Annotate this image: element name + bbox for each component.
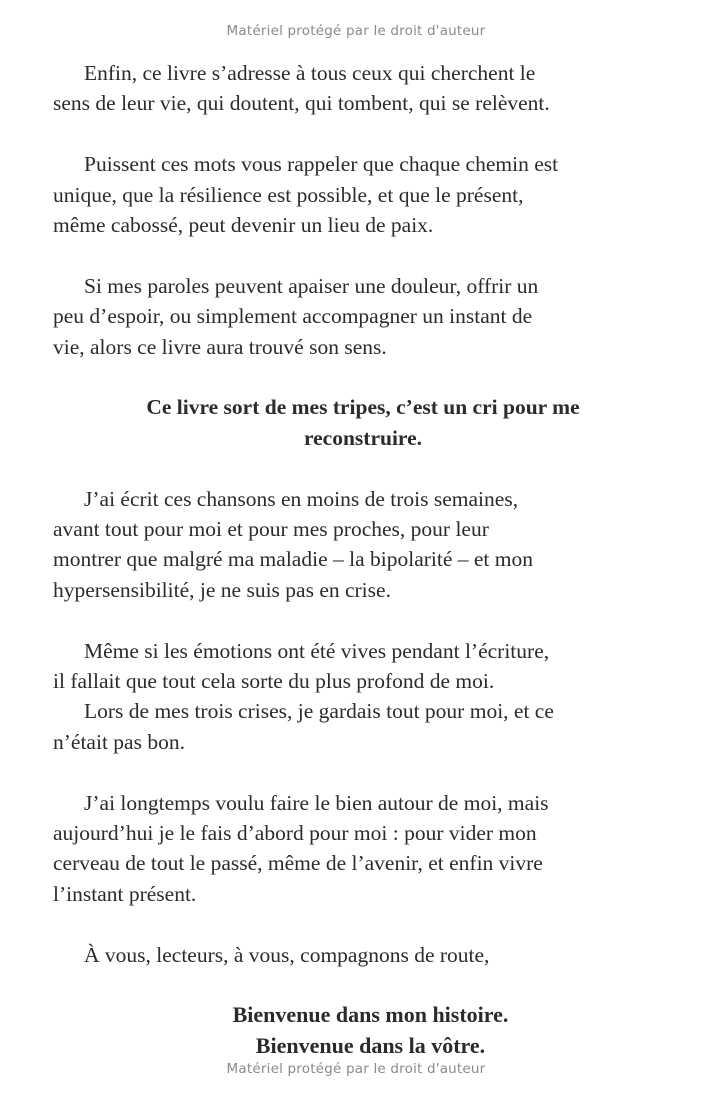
text-line: vie, alors ce livre aura trouvé son sens. — [53, 334, 387, 359]
text-line: J’ai écrit ces chansons en moins de trois semaines, — [84, 486, 519, 511]
text-line: l’instant présent. — [53, 881, 197, 906]
closing-line: Bienvenue dans la vôtre. — [255, 1032, 486, 1058]
text-line: même cabossé, peut devenir un lieu de paix. — [53, 213, 434, 238]
text-line: il fallait que tout cela sorte du plus profond de moi. — [53, 669, 495, 694]
closing-line: Bienvenue dans mon histoire. — [232, 1002, 509, 1028]
text-line: n’était pas bon. — [53, 729, 185, 754]
paragraph-songs — [53, 484, 673, 606]
paragraph-purpose — [53, 58, 673, 119]
text-line: aujourd’hui je le fais d’abord pour moi : pour vider mon — [53, 821, 537, 846]
copyright-watermark-bottom: Matériel protégé par le droit d'auteur — [226, 1061, 486, 1077]
heading-line: Ce livre sort de mes tripes, c’est un cri pour me — [146, 395, 580, 420]
paragraph-hope — [53, 271, 673, 362]
closing-welcome — [53, 1000, 673, 1061]
text-line: montrer que malgré ma maladie – la bipolarité – et mon — [53, 547, 534, 572]
page-body — [53, 58, 673, 1083]
text-line: J’ai longtemps voulu faire le bien autour de moi, mais — [84, 790, 549, 815]
text-line: avant tout pour moi et pour mes proches, pour leur — [53, 517, 489, 542]
paragraph-resilience — [53, 149, 673, 240]
text-line: hypersensibilité, je ne suis pas en crise. — [53, 577, 391, 602]
text-line: Puissent ces mots vous rappeler que chaque chemin est — [84, 152, 559, 177]
copyright-watermark-top: Matériel protégé par le droit d'auteur — [226, 23, 486, 39]
text-line: cerveau de tout le passé, même de l’avenir, et enfin vivre — [53, 851, 543, 876]
text-line: Enfin, ce livre s’adresse à tous ceux qui cherchent le — [84, 61, 536, 85]
text-line: unique, que la résilience est possible, et que le présent, — [53, 182, 524, 207]
text-line: Si mes paroles peuvent apaiser une douleur, offrir un — [84, 273, 539, 298]
text-line: peu d’espoir, ou simplement accompagner un instant de — [53, 304, 533, 329]
text-line: Même si les émotions ont été vives pendant l’écriture, — [84, 638, 550, 663]
text-line: Lors de mes trois crises, je gardais tout pour moi, et ce — [84, 699, 554, 724]
heading-line: reconstruire. — [303, 425, 423, 450]
section-heading — [53, 392, 673, 453]
text-line: sens de leur vie, qui doutent, qui tombent, qui se relèvent. — [53, 91, 550, 116]
paragraph-emotions — [53, 636, 673, 697]
text-line: À vous, lecteurs, à vous, compagnons de route, — [84, 942, 490, 967]
paragraph-readers — [53, 940, 673, 970]
paragraph-present — [53, 788, 673, 910]
paragraph-crises — [53, 696, 673, 757]
